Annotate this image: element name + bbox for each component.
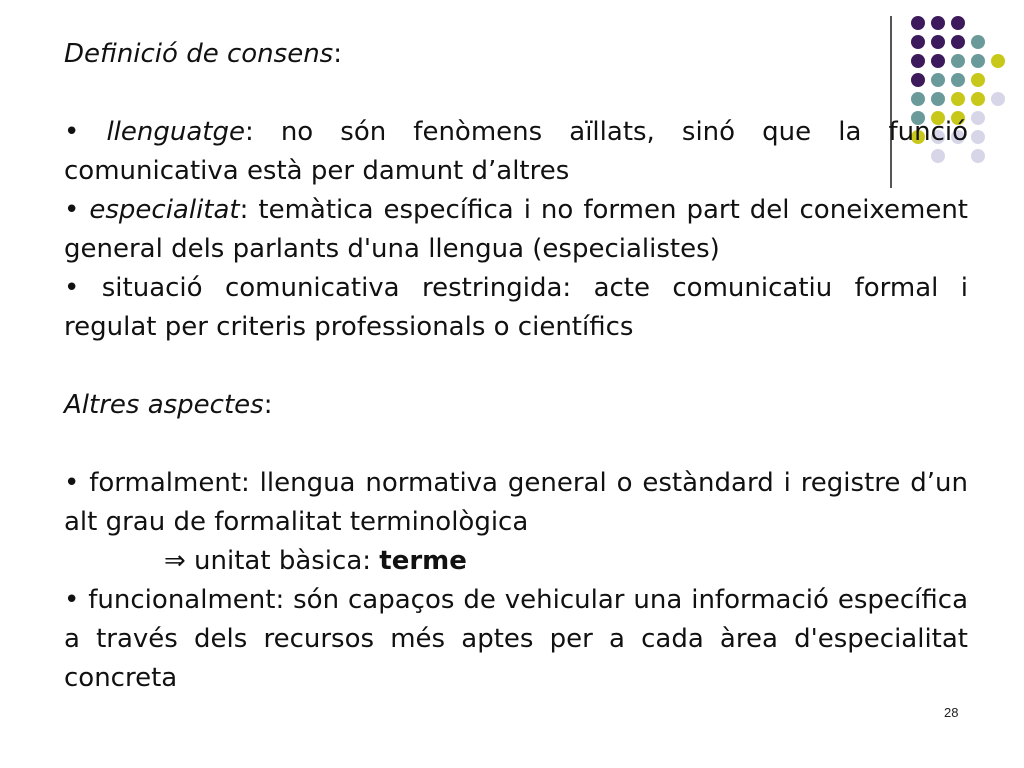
bullet-situacio: • situació comunicativa restringida: acte comunicatiu formal i regulat per criteris professionals o científics xyxy=(64,273,968,342)
implication-line: ⇒ unitat bàsica: terme xyxy=(164,546,467,576)
decor-dot xyxy=(971,35,985,49)
page-number: 28 xyxy=(944,705,959,720)
decor-dot xyxy=(951,16,965,30)
bullet-funcionalment: • funcionalment: són capaços de vehicular una informació específica a través dels recursos més aptes per a cada àrea d'especialitat concreta xyxy=(64,585,969,693)
section-heading-altres: Altres aspectes: xyxy=(64,390,273,420)
slide-body xyxy=(64,35,968,698)
section-heading-definicio: Definició de consens: xyxy=(64,39,342,69)
decor-dot xyxy=(971,130,985,144)
decor-dot xyxy=(971,92,985,106)
decor-dot xyxy=(971,111,985,125)
decor-dot xyxy=(911,16,925,30)
decor-dot xyxy=(991,92,1005,106)
decor-dot xyxy=(971,54,985,68)
decor-dot xyxy=(971,73,985,87)
decor-dot xyxy=(931,16,945,30)
bullet-llenguatge: • llenguatge: no són fenòmens aïllats, sinó que la funció comunicativa està per damunt d’altres xyxy=(64,117,968,186)
decor-dot xyxy=(991,54,1005,68)
bullet-formalment: • formalment: llengua normativa general o estàndard i registre d’un alt grau de formalitat terminològica xyxy=(64,468,969,537)
implies-icon: ⇒ xyxy=(164,546,186,576)
decor-dot xyxy=(971,149,985,163)
bullet-especialitat: • especialitat: temàtica específica i no formen part del coneixement general dels parlants d'una llengua (especialistes) xyxy=(64,195,968,264)
